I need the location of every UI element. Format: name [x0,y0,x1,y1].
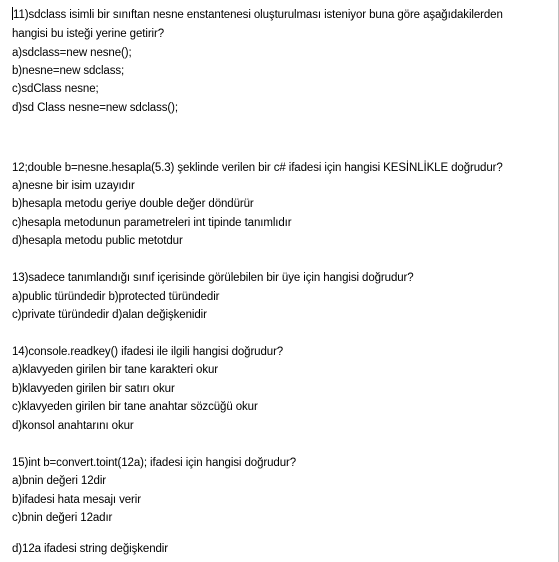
option-15-a: a)bnin değeri 12dir [12,475,106,487]
option-12-c: c)hesapla metodunun parametreleri int tipinde tanımlıdır [12,217,292,229]
option-11-a: a)sdclass=new nesne(); [12,47,132,59]
question-11-text-continued: hangisi bu isteği yerine getirir? [12,28,165,40]
option-11-d: d)sd Class nesne=new sdclass(); [12,102,178,114]
option-15-c: c)bnin değeri 12adır [12,512,113,524]
options-13-cd: c)private türündedir d)alan değişkenidir [12,309,207,321]
question-12-text: 12;double b=nesne.hesapla(5.3) şeklinde verilen bir c# ifadesi için hangisi KESİNLİKLE doğrudur? [12,162,503,174]
option-14-b: b)klavyeden girilen bir satırı okur [12,383,175,395]
question-14-text: 14)console.readkey() ifadesi ile ilgili hangisi doğrudur? [12,346,284,358]
option-14-a: a)klavyeden girilen bir tane karakteri okur [12,364,218,376]
question-11-text: 11)sdclass isimli bir sınıftan nesne enstantenesi oluşturulması isteniyor buna göre aşağıdakilerden [13,9,503,21]
option-12-d: d)hesapla metodu public metotdur [12,235,183,247]
options-13-ab: a)public türündedir b)protected türündedir [12,291,220,303]
option-11-c: c)sdClass nesne; [12,83,99,95]
question-15-text: 15)int b=convert.toint(12a); ifadesi için hangisi doğrudur? [12,457,297,469]
option-15-b: b)ifadesi hata mesajı verir [12,494,141,506]
option-14-c: c)klavyeden girilen bir tane anahtar sözcüğü okur [12,401,258,413]
option-12-b: b)hesapla metodu geriye double değer döndürür [12,198,254,210]
option-15-d: d)12a ifadesi string değişkendir [12,543,168,555]
option-11-b: b)nesne=new sdclass; [12,65,125,77]
question-13-text: 13)sadece tanımlandığı sınıf içerisinde görülebilen bir üye için hangisi doğrudur? [12,272,414,284]
option-14-d: d)konsol anahtarını okur [12,420,134,432]
option-12-a: a)nesne bir isim uzayıdır [12,180,135,192]
